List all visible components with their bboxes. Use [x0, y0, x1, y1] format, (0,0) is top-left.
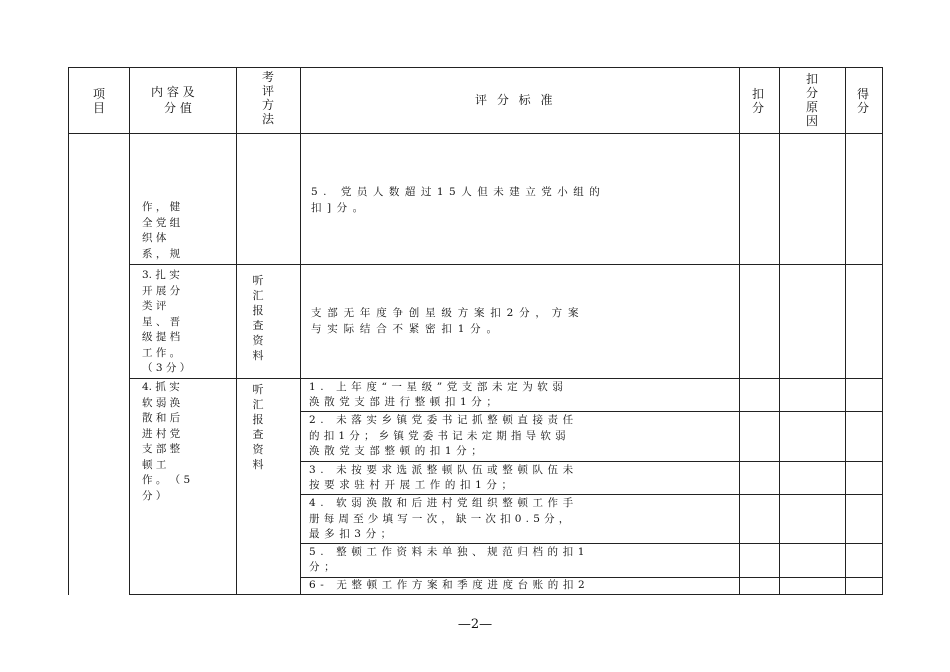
header-content-line1: 内 容 及 [151, 85, 195, 99]
text-line: 4. 抓 实 [142, 381, 180, 393]
header-deduct: 扣分 [751, 87, 764, 115]
text-line: 1. 上年度“一星级”党支部未定为软弱 [309, 381, 568, 393]
text-line: 与实际结合不紧密扣1分。 [311, 323, 503, 335]
header-criteria: 评 分 标 准 [475, 93, 556, 107]
grid-line [779, 67, 780, 595]
row2-content [142, 268, 222, 377]
text-line: 开 展 分 [142, 284, 181, 297]
text-line: 6- 无整顿工作方案和季度进度台账的扣2 [309, 579, 590, 591]
text-line: 分 ） [142, 489, 167, 502]
row1-criteria [311, 184, 731, 216]
text-line: 进 村 党 [142, 427, 181, 440]
text-line: 分； [309, 561, 340, 573]
row3-criteria-2 [309, 413, 733, 460]
row3-criteria-1 [309, 380, 733, 410]
text-line: 扣]分。 [311, 202, 369, 214]
text-line: 册每周至少填写一次，缺一次扣0.5分， [309, 512, 574, 525]
grid-line [739, 67, 740, 595]
grid-line [129, 264, 883, 265]
header-score: 得分 [856, 87, 869, 115]
text-line: 作 ， 健 [142, 201, 181, 213]
grid-line [68, 133, 883, 134]
page-number: —2— [457, 617, 493, 632]
text-line: 5. 整顿工作资料未单独、规范归档的扣1 [309, 546, 590, 558]
text-line: 软 弱 涣 [142, 396, 181, 409]
text-line: 顿 工 [142, 458, 167, 471]
grid-line [300, 461, 883, 462]
text-line: 4. 软弱涣散和后进村党组织整顿工作手 [309, 497, 578, 509]
header-method: 考评方法 [261, 70, 274, 126]
text-line: 2. 未落实乡镇党委书记抓整顿直接责任 [309, 414, 578, 426]
grid-line [882, 67, 883, 595]
row3-criteria-5 [309, 545, 733, 575]
grid-line [68, 67, 883, 68]
text-line: 最多扣3分； [309, 528, 396, 540]
grid-line [129, 594, 883, 595]
header-deduct-reason: 扣分原因 [805, 72, 818, 128]
header-project: 项目 [92, 87, 105, 115]
row3-method: 听汇报查资料 [252, 383, 264, 471]
row1-content [142, 200, 222, 262]
text-line: 涣散党支部整顿的扣1分； [309, 445, 487, 457]
row2-criteria [311, 305, 731, 337]
text-line: 星 、 晋 [142, 315, 181, 328]
row3-criteria-4 [309, 496, 733, 543]
header-content-line2: 分 值 [164, 101, 192, 115]
text-line: 类 评 [142, 300, 167, 312]
grid-line [68, 67, 69, 595]
grid-line [300, 67, 301, 595]
text-line: 3. 扎 实 [142, 269, 180, 281]
text-line: 级 提 档 [142, 331, 181, 343]
text-line: 5. 党员人数超过15人但未建立党小组的 [311, 186, 606, 198]
grid-line [236, 67, 237, 595]
text-line: 散 和 后 [142, 412, 181, 424]
text-line: 系 ， 规 [142, 247, 181, 260]
text-line: 3. 未按要求选派整顿队伍或整顿队伍未 [309, 464, 578, 476]
text-line: 的扣1分；乡镇党委书记未定期指导软弱 [309, 429, 570, 442]
grid-line [129, 67, 130, 595]
grid-line [300, 543, 883, 544]
text-line: 全 党 组 [142, 216, 181, 229]
row3-criteria-6 [309, 578, 733, 593]
grid-line [129, 378, 883, 379]
row3-criteria-3 [309, 463, 733, 493]
text-line: 工 作 。 [142, 346, 181, 359]
text-line: 涣散党支部进行整顿扣1分； [309, 396, 502, 408]
text-line: 作 。 （ 5 [142, 474, 191, 486]
text-line: （ 3 分 ） [142, 362, 191, 374]
text-line: 织 体 [142, 232, 167, 244]
text-line: 支 部 整 [142, 443, 181, 455]
row3-content [142, 380, 222, 504]
row2-method: 听汇报查资料 [252, 274, 264, 362]
grid-line [300, 411, 883, 412]
text-line: 支部无年度争创星级方案扣2分，方案 [311, 307, 585, 319]
grid-line [845, 67, 846, 595]
text-line: 按要求驻村开展工作的扣1分； [309, 479, 517, 491]
grid-line [300, 494, 883, 495]
